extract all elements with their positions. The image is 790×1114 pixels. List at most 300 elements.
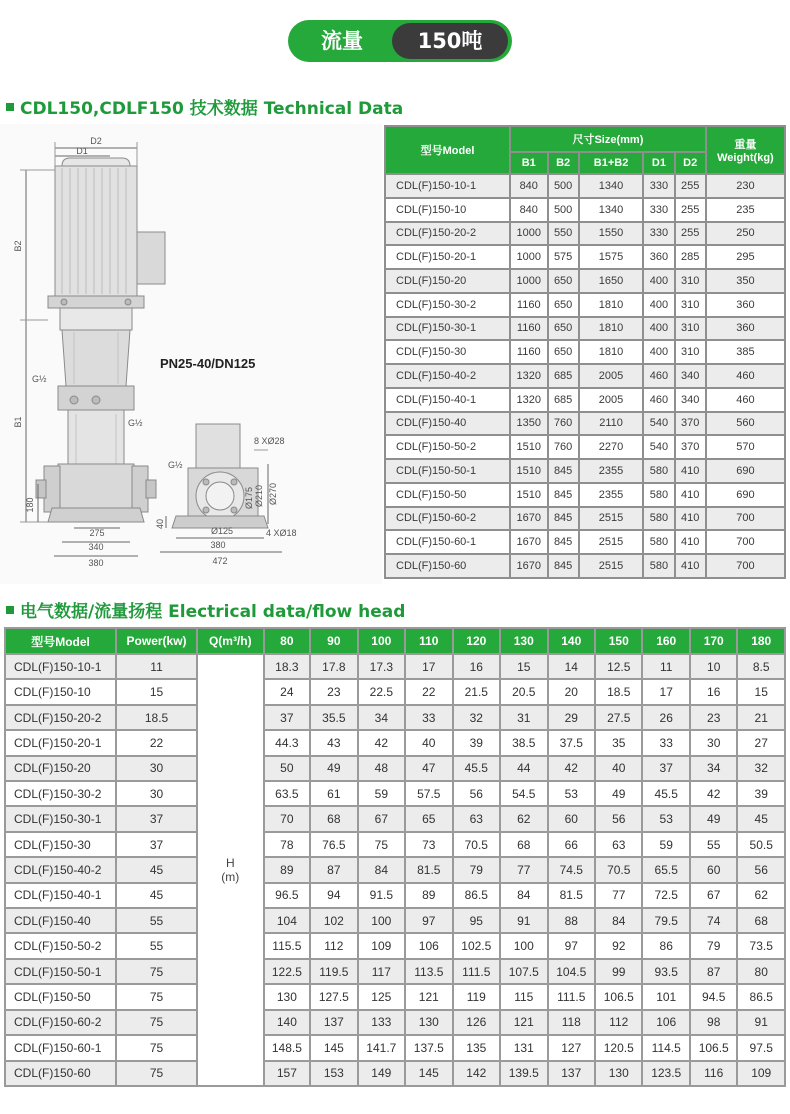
power-cell: 55	[116, 933, 197, 958]
table-row	[385, 317, 785, 341]
head-value-cell: 137	[548, 1061, 595, 1087]
head-value-cell: 115	[500, 984, 547, 1009]
head-value-cell: 40	[595, 756, 642, 781]
table-row	[385, 269, 785, 293]
model-cell: CDL(F)150-40-1	[5, 883, 116, 908]
head-value-cell: 73	[405, 832, 452, 857]
head-value-cell: 22	[405, 679, 452, 704]
value-cell: 2005	[579, 364, 644, 388]
head-value-cell: 94.5	[690, 984, 737, 1009]
head-value-cell: 70	[264, 806, 310, 831]
value-cell: 360	[643, 245, 674, 269]
value-cell: 410	[675, 530, 706, 554]
value-cell: 840	[510, 198, 548, 222]
power-cell: 11	[116, 654, 197, 679]
power-cell: 37	[116, 832, 197, 857]
head-value-cell: 87	[310, 857, 357, 882]
header-flow-value: 180	[737, 628, 785, 654]
badge-flow-label: 流量	[321, 29, 363, 53]
value-cell: 340	[675, 388, 706, 412]
head-value-cell: 17.3	[358, 654, 405, 679]
head-value-cell: 31	[500, 705, 547, 730]
value-cell: 500	[548, 198, 579, 222]
head-value-cell: 15	[500, 654, 547, 679]
head-value-cell: 35.5	[310, 705, 357, 730]
table-row	[5, 1061, 785, 1087]
head-value-cell: 33	[405, 705, 452, 730]
head-value-cell: 17.8	[310, 654, 357, 679]
model-cell: CDL(F)150-20-2	[385, 222, 510, 246]
head-value-cell: 130	[405, 1010, 452, 1035]
head-value-cell: 63.5	[264, 781, 310, 806]
head-value-cell: 45	[737, 806, 785, 831]
head-value-cell: 22.5	[358, 679, 405, 704]
value-cell: 400	[643, 317, 674, 341]
header-flow-value: 160	[642, 628, 689, 654]
head-value-cell: 107.5	[500, 959, 547, 984]
value-cell: 1810	[579, 340, 644, 364]
model-cell: CDL(F)150-10	[385, 198, 510, 222]
head-value-cell: 72.5	[642, 883, 689, 908]
label-d1: D1	[76, 146, 88, 156]
head-value-cell: 93.5	[642, 959, 689, 984]
label-dim-210: Ø210	[254, 484, 264, 508]
value-cell: 1320	[510, 388, 548, 412]
head-value-cell: 130	[595, 1061, 642, 1087]
table-row	[5, 679, 785, 704]
pump-dimension-drawing	[0, 124, 382, 584]
table-row	[5, 883, 785, 908]
head-value-cell: 40	[405, 730, 452, 755]
table-row	[385, 507, 785, 531]
head-value-cell: 91.5	[358, 883, 405, 908]
head-value-cell: 56	[595, 806, 642, 831]
table-row	[5, 959, 785, 984]
model-cell: CDL(F)150-40-2	[5, 857, 116, 882]
head-value-cell: 145	[310, 1035, 357, 1060]
value-cell: 1320	[510, 364, 548, 388]
value-cell: 685	[548, 364, 579, 388]
table-row	[385, 174, 785, 198]
head-value-cell: 126	[453, 1010, 500, 1035]
head-value-cell: 106	[405, 933, 452, 958]
label-dim-180: 180	[25, 497, 35, 513]
value-cell: 690	[706, 459, 785, 483]
model-cell: CDL(F)150-10	[5, 679, 116, 704]
head-value-cell: 37	[642, 756, 689, 781]
head-value-cell: 23	[310, 679, 357, 704]
head-value-cell: 109	[358, 933, 405, 958]
value-cell: 410	[675, 483, 706, 507]
value-cell: 1550	[579, 222, 644, 246]
head-value-cell: 39	[737, 781, 785, 806]
value-cell: 580	[643, 530, 674, 554]
value-cell: 2515	[579, 530, 644, 554]
label-dim-8x28: 8 XØ28	[254, 436, 285, 446]
value-cell: 570	[706, 435, 785, 459]
value-cell: 330	[643, 198, 674, 222]
head-value-cell: 106.5	[690, 1035, 737, 1060]
table-row	[5, 933, 785, 958]
head-value-cell: 115.5	[264, 933, 310, 958]
header-flow-value: 100	[358, 628, 405, 654]
value-cell: 255	[675, 222, 706, 246]
model-cell: CDL(F)150-20	[385, 269, 510, 293]
head-value-cell: 20	[548, 679, 595, 704]
model-cell: CDL(F)150-50-2	[385, 435, 510, 459]
head-value-cell: 112	[595, 1010, 642, 1035]
value-cell: 1575	[579, 245, 644, 269]
head-value-cell: 88	[548, 908, 595, 933]
value-cell: 1510	[510, 435, 548, 459]
table-row	[385, 222, 785, 246]
head-value-cell: 48	[358, 756, 405, 781]
value-cell: 575	[548, 245, 579, 269]
value-cell: 580	[643, 554, 674, 578]
label-dim-175: Ø175	[244, 486, 254, 510]
head-value-cell: 97.5	[737, 1035, 785, 1060]
head-value-cell: 137.5	[405, 1035, 452, 1060]
head-value-cell: 17	[642, 679, 689, 704]
bullet-square-icon	[6, 103, 14, 111]
head-value-cell: 49	[690, 806, 737, 831]
power-cell: 75	[116, 984, 197, 1009]
head-value-cell: 89	[405, 883, 452, 908]
head-value-cell: 23	[690, 705, 737, 730]
technical-data-title-text: CDL150,CDLF150 技术数据 Technical Data	[20, 99, 404, 119]
head-value-cell: 21	[737, 705, 785, 730]
head-value-cell: 30	[690, 730, 737, 755]
head-value-cell: 98	[690, 1010, 737, 1035]
head-value-cell: 74.5	[548, 857, 595, 882]
head-value-cell: 18.5	[595, 679, 642, 704]
model-cell: CDL(F)150-20-2	[5, 705, 116, 730]
head-value-cell: 86	[642, 933, 689, 958]
head-value-cell: 55	[690, 832, 737, 857]
value-cell: 1160	[510, 293, 548, 317]
head-value-cell: 60	[690, 857, 737, 882]
value-cell: 560	[706, 412, 785, 436]
head-value-cell: 17	[405, 654, 452, 679]
value-cell: 650	[548, 340, 579, 364]
power-cell: 45	[116, 857, 197, 882]
model-cell: CDL(F)150-30-1	[385, 317, 510, 341]
head-value-cell: 27.5	[595, 705, 642, 730]
head-value-cell: 79	[453, 857, 500, 882]
head-value-cell: 68	[310, 806, 357, 831]
value-cell: 2355	[579, 459, 644, 483]
model-cell: CDL(F)150-30	[385, 340, 510, 364]
value-cell: 295	[706, 245, 785, 269]
head-value-cell: 127	[548, 1035, 595, 1060]
header-flow-q: Q(m³/h)	[197, 628, 264, 654]
head-value-cell: 32	[453, 705, 500, 730]
value-cell: 760	[548, 435, 579, 459]
value-cell: 410	[675, 554, 706, 578]
head-label: H	[225, 856, 235, 870]
head-value-cell: 62	[737, 883, 785, 908]
head-value-cell: 35	[595, 730, 642, 755]
model-cell: CDL(F)150-30	[5, 832, 116, 857]
head-value-cell: 81.5	[548, 883, 595, 908]
value-cell: 310	[675, 317, 706, 341]
header-flow-value: 170	[690, 628, 737, 654]
value-cell: 845	[548, 507, 579, 531]
model-cell: CDL(F)150-30-1	[5, 806, 116, 831]
power-cell: 30	[116, 756, 197, 781]
head-value-cell: 15	[737, 679, 785, 704]
label-d2: D2	[90, 136, 102, 146]
head-value-cell: 53	[642, 806, 689, 831]
label-dim-4x18: 4 XØ18	[266, 528, 297, 538]
power-cell: 75	[116, 1010, 197, 1035]
head-value-cell: 45.5	[453, 756, 500, 781]
header-col-b2: B2	[548, 152, 579, 174]
table-row	[385, 435, 785, 459]
head-value-cell: 75	[358, 832, 405, 857]
model-cell: CDL(F)150-50-1	[385, 459, 510, 483]
head-value-cell: 24	[264, 679, 310, 704]
value-cell: 285	[675, 245, 706, 269]
value-cell: 460	[643, 364, 674, 388]
table-row	[5, 984, 785, 1009]
value-cell: 460	[706, 388, 785, 412]
head-value-cell: 37	[264, 705, 310, 730]
value-cell: 580	[643, 507, 674, 531]
pump-drawing-panel	[0, 124, 382, 584]
head-value-cell: 27	[737, 730, 785, 755]
value-cell: 1160	[510, 317, 548, 341]
head-value-cell: 119	[453, 984, 500, 1009]
head-value-cell: 73.5	[737, 933, 785, 958]
head-value-cell: 62	[500, 806, 547, 831]
head-value-cell: 63	[595, 832, 642, 857]
value-cell: 1670	[510, 530, 548, 554]
power-cell: 15	[116, 679, 197, 704]
head-value-cell: 45.5	[642, 781, 689, 806]
head-value-cell: 44.3	[264, 730, 310, 755]
head-value-cell: 89	[264, 857, 310, 882]
head-value-cell: 101	[642, 984, 689, 1009]
head-value-cell: 91	[737, 1010, 785, 1035]
table-row	[385, 198, 785, 222]
value-cell: 350	[706, 269, 785, 293]
header-col-b1: B1	[510, 152, 548, 174]
value-cell: 1340	[579, 198, 644, 222]
head-value-cell: 32	[737, 756, 785, 781]
model-cell: CDL(F)150-60-1	[385, 530, 510, 554]
value-cell: 500	[548, 174, 579, 198]
value-cell: 330	[643, 174, 674, 198]
value-cell: 400	[643, 293, 674, 317]
value-cell: 1000	[510, 245, 548, 269]
value-cell: 1160	[510, 340, 548, 364]
label-dim-270: Ø270	[268, 482, 278, 506]
value-cell: 685	[548, 388, 579, 412]
table-row	[5, 832, 785, 857]
value-cell: 2515	[579, 507, 644, 531]
header-flow-value: 80	[264, 628, 310, 654]
power-cell: 75	[116, 1061, 197, 1087]
head-value-cell: 114.5	[642, 1035, 689, 1060]
value-cell: 1670	[510, 507, 548, 531]
value-cell: 845	[548, 483, 579, 507]
model-cell: CDL(F)150-10-1	[5, 654, 116, 679]
value-cell: 700	[706, 530, 785, 554]
head-value-cell: 76.5	[310, 832, 357, 857]
model-cell: CDL(F)150-60-2	[5, 1010, 116, 1035]
head-value-cell: 157	[264, 1061, 310, 1087]
badge-flow-value: 150吨	[392, 23, 508, 59]
table-row	[5, 705, 785, 730]
value-cell: 310	[675, 340, 706, 364]
value-cell: 330	[643, 222, 674, 246]
head-value-cell: 74	[690, 908, 737, 933]
head-value-cell: 77	[595, 883, 642, 908]
table-row	[5, 756, 785, 781]
value-cell: 650	[548, 269, 579, 293]
head-value-cell: 44	[500, 756, 547, 781]
head-value-cell: 106	[642, 1010, 689, 1035]
label-b2: B2	[13, 240, 23, 252]
head-value-cell: 79.5	[642, 908, 689, 933]
head-value-cell: 49	[595, 781, 642, 806]
head-value-cell: 14	[548, 654, 595, 679]
head-value-cell: 61	[310, 781, 357, 806]
head-value-cell: 96.5	[264, 883, 310, 908]
header-weight-cn: 重量	[734, 139, 757, 151]
head-unit-cell	[197, 654, 264, 1086]
head-value-cell: 84	[358, 857, 405, 882]
head-value-cell: 66	[548, 832, 595, 857]
value-cell: 1000	[510, 222, 548, 246]
value-cell: 580	[643, 483, 674, 507]
header-flow-value: 120	[453, 628, 500, 654]
value-cell: 460	[706, 364, 785, 388]
value-cell: 250	[706, 222, 785, 246]
head-value-cell: 122.5	[264, 959, 310, 984]
head-value-cell: 100	[358, 908, 405, 933]
table-row	[385, 530, 785, 554]
model-cell: CDL(F)150-60	[5, 1061, 116, 1087]
head-value-cell: 153	[310, 1061, 357, 1087]
flow-head-table	[4, 627, 786, 1087]
head-value-cell: 102	[310, 908, 357, 933]
head-value-cell: 125	[358, 984, 405, 1009]
head-value-cell: 106.5	[595, 984, 642, 1009]
label-b1: B1	[13, 416, 23, 428]
value-cell: 700	[706, 507, 785, 531]
model-cell: CDL(F)150-40-2	[385, 364, 510, 388]
value-cell: 1810	[579, 317, 644, 341]
head-value-cell: 16	[690, 679, 737, 704]
head-value-cell: 149	[358, 1061, 405, 1087]
header-flow-value: 90	[310, 628, 357, 654]
model-cell: CDL(F)150-20-1	[385, 245, 510, 269]
header-col-d2: D2	[675, 152, 706, 174]
head-value-cell: 84	[500, 883, 547, 908]
bullet-square-icon	[6, 606, 14, 614]
power-cell: 55	[116, 908, 197, 933]
model-cell: CDL(F)150-30-2	[5, 781, 116, 806]
head-value-cell: 39	[453, 730, 500, 755]
head-value-cell: 77	[500, 857, 547, 882]
model-cell: CDL(F)150-30-2	[385, 293, 510, 317]
flow-badge	[288, 20, 512, 62]
label-dim-380b: 380	[210, 540, 226, 550]
head-value-cell: 42	[548, 756, 595, 781]
header-col-d1: D1	[643, 152, 674, 174]
model-cell: CDL(F)150-60-2	[385, 507, 510, 531]
model-cell: CDL(F)150-20	[5, 756, 116, 781]
head-value-cell: 120.5	[595, 1035, 642, 1060]
head-value-cell: 86.5	[453, 883, 500, 908]
value-cell: 255	[675, 174, 706, 198]
head-value-cell: 118	[548, 1010, 595, 1035]
value-cell: 230	[706, 174, 785, 198]
head-value-cell: 33	[642, 730, 689, 755]
head-value-cell: 135	[453, 1035, 500, 1060]
value-cell: 690	[706, 483, 785, 507]
value-cell: 310	[675, 269, 706, 293]
head-value-cell: 91	[500, 908, 547, 933]
model-cell: CDL(F)150-40	[385, 412, 510, 436]
head-value-cell: 81.5	[405, 857, 452, 882]
head-value-cell: 54.5	[500, 781, 547, 806]
value-cell: 2515	[579, 554, 644, 578]
value-cell: 1340	[579, 174, 644, 198]
head-value-cell: 95	[453, 908, 500, 933]
value-cell: 540	[643, 412, 674, 436]
head-value-cell: 112	[310, 933, 357, 958]
head-value-cell: 37.5	[548, 730, 595, 755]
head-value-cell: 68	[500, 832, 547, 857]
table-row	[5, 1010, 785, 1035]
head-value-cell: 99	[595, 959, 642, 984]
head-value-cell: 49	[310, 756, 357, 781]
value-cell: 370	[675, 435, 706, 459]
model-cell: CDL(F)150-10-1	[385, 174, 510, 198]
head-value-cell: 119.5	[310, 959, 357, 984]
head-value-cell: 65	[405, 806, 452, 831]
model-cell: CDL(F)150-20-1	[5, 730, 116, 755]
label-g-half-side: G½	[168, 460, 183, 470]
value-cell: 650	[548, 317, 579, 341]
table-row	[385, 340, 785, 364]
head-value-cell: 34	[690, 756, 737, 781]
header-flow-value: 150	[595, 628, 642, 654]
value-cell: 1350	[510, 412, 548, 436]
value-cell: 235	[706, 198, 785, 222]
table-row	[385, 293, 785, 317]
head-value-cell: 67	[690, 883, 737, 908]
value-cell: 360	[706, 293, 785, 317]
value-cell: 340	[675, 364, 706, 388]
head-value-cell: 68	[737, 908, 785, 933]
table-row	[385, 554, 785, 578]
electrical-data-title	[6, 597, 405, 622]
head-value-cell: 18.3	[264, 654, 310, 679]
header-weight-en: Weight(kg)	[717, 152, 774, 164]
head-value-cell: 121	[500, 1010, 547, 1035]
head-value-cell: 34	[358, 705, 405, 730]
model-cell: CDL(F)150-50	[5, 984, 116, 1009]
header-col-b1-plus-b2: B1+B2	[579, 152, 644, 174]
head-value-cell: 140	[264, 1010, 310, 1035]
head-value-cell: 29	[548, 705, 595, 730]
value-cell: 1650	[579, 269, 644, 293]
label-g-half-top: G½	[32, 374, 47, 384]
